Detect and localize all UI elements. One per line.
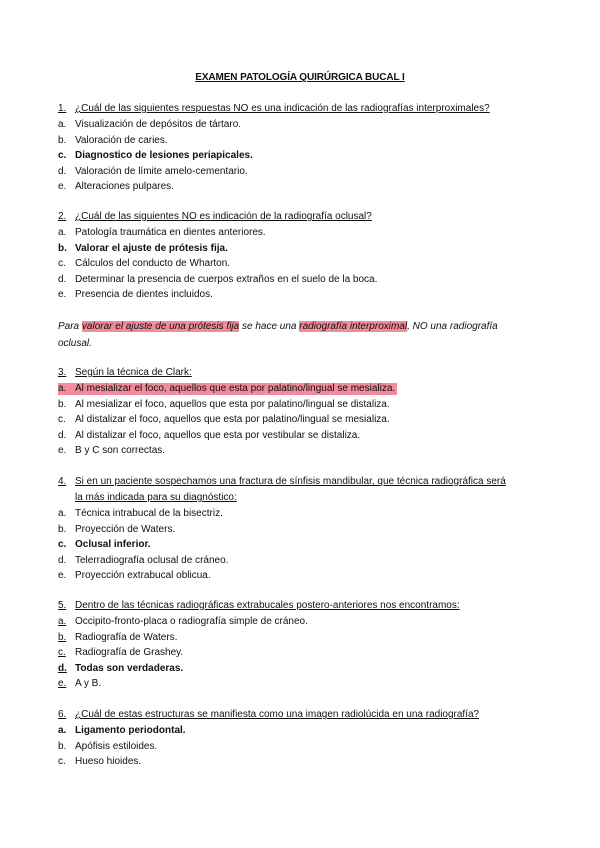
option-c-correct: c. Oclusal inferior.: [58, 539, 151, 550]
option-a: a. Patología traumática en dientes anteriores.: [58, 227, 266, 238]
option-e: e. Proyección extrabucal oblicua.: [58, 570, 211, 581]
question-number: 5.: [58, 600, 67, 611]
question-4: [58, 474, 538, 584]
option-a: a. Occipito-fronto-placa o radiografía simple de cráneo.: [58, 616, 308, 627]
highlight: valorar el ajuste de una prótesis fija: [81, 321, 240, 332]
explanation-note: Para valorar el ajuste de una prótesis fija se hace una radiografía interproximal, NO una radiografía oclusal.: [58, 321, 498, 349]
option-d: d. Al distalizar el foco, aquellos que esta por vestibular se distaliza.: [58, 429, 361, 441]
question-text: ¿Cuál de las siguientes respuestas NO es una indicación de las radiografías interproximales?: [75, 103, 490, 114]
exam-title: EXAMEN PATOLOGÍA QUIRÚRGICA BUCAL I: [195, 72, 405, 83]
option-e: e. A y B.: [58, 678, 102, 689]
option-d: d. Determinar la presencia de cuerpos extraños en el suelo de la boca.: [58, 273, 378, 285]
option-a-correct: a. Al mesializar el foco, aquellos que esta por palatino/lingual se mesializa.: [58, 383, 396, 394]
question-text: ¿Cuál de las siguientes NO es indicación de la radiografía oclusal?: [75, 211, 372, 222]
option-e: e. Alteraciones pulpares.: [58, 181, 174, 192]
option-e: e. Presencia de dientes incluidos.: [58, 289, 213, 300]
option-b: b. Proyección de Waters.: [58, 523, 176, 535]
option-c: c. Radiografía de Grashey.: [58, 647, 184, 658]
highlight: radiografía interproximal: [299, 321, 408, 332]
option-b: b. Al mesializar el foco, aquellos que esta por palatino/lingual se distaliza.: [58, 398, 390, 410]
question-number: 1.: [58, 103, 67, 114]
question-text: ¿Cuál de estas estructuras se manifiesta como una imagen radiolúcida en una radiografía?: [75, 709, 480, 720]
option-e: e. B y C son correctas.: [58, 445, 166, 456]
question-number: 2.: [58, 211, 67, 222]
option-c-correct: c. Diagnostico de lesiones periapicales.: [58, 150, 253, 161]
question-number: 3.: [58, 367, 67, 378]
question-text-line2: la más indicada para su diagnóstico:: [75, 492, 237, 503]
question-number: 4.: [58, 476, 67, 487]
question-2: [58, 209, 528, 303]
option-d: d. Valoración de límite amelo-cementario.: [58, 165, 248, 177]
option-b: b. Apófisis estiloides.: [58, 740, 158, 752]
question-5: [58, 598, 528, 692]
option-a: a. Visualización de depósitos de tártaro.: [58, 119, 242, 130]
option-c: c. Hueso hioides.: [58, 756, 142, 767]
option-c: c. Al distalizar el foco, aquellos que esta por palatino/lingual se mesializa.: [58, 414, 390, 425]
option-b: b. Valoración de caries.: [58, 134, 168, 146]
question-text: Dentro de las técnicas radiográficas extrabucales postero-anteriores nos encontramos:: [75, 600, 460, 611]
question-text-line1: Si en un paciente sospechamos una fractura de sínfisis mandibular, que técnica radiográfica será: [75, 476, 506, 487]
option-b: b. Radiografía de Waters.: [58, 631, 178, 643]
option-a: a. Técnica intrabucal de la bisectriz.: [58, 508, 223, 519]
question-number: 6.: [58, 709, 67, 720]
question-1: [58, 101, 528, 195]
option-d: d. Telerradiografía oclusal de cráneo.: [58, 554, 229, 566]
option-b-correct: b. Valorar el ajuste de prótesis fija.: [58, 242, 228, 254]
option-a-correct: a. Ligamento periodontal.: [58, 725, 186, 736]
option-d-correct: d. Todas son verdaderas.: [58, 662, 184, 674]
question-6: [58, 707, 528, 770]
question-3: [58, 365, 528, 459]
option-c: c. Cálculos del conducto de Wharton.: [58, 258, 231, 269]
question-text: Según la técnica de Clark:: [75, 367, 192, 378]
